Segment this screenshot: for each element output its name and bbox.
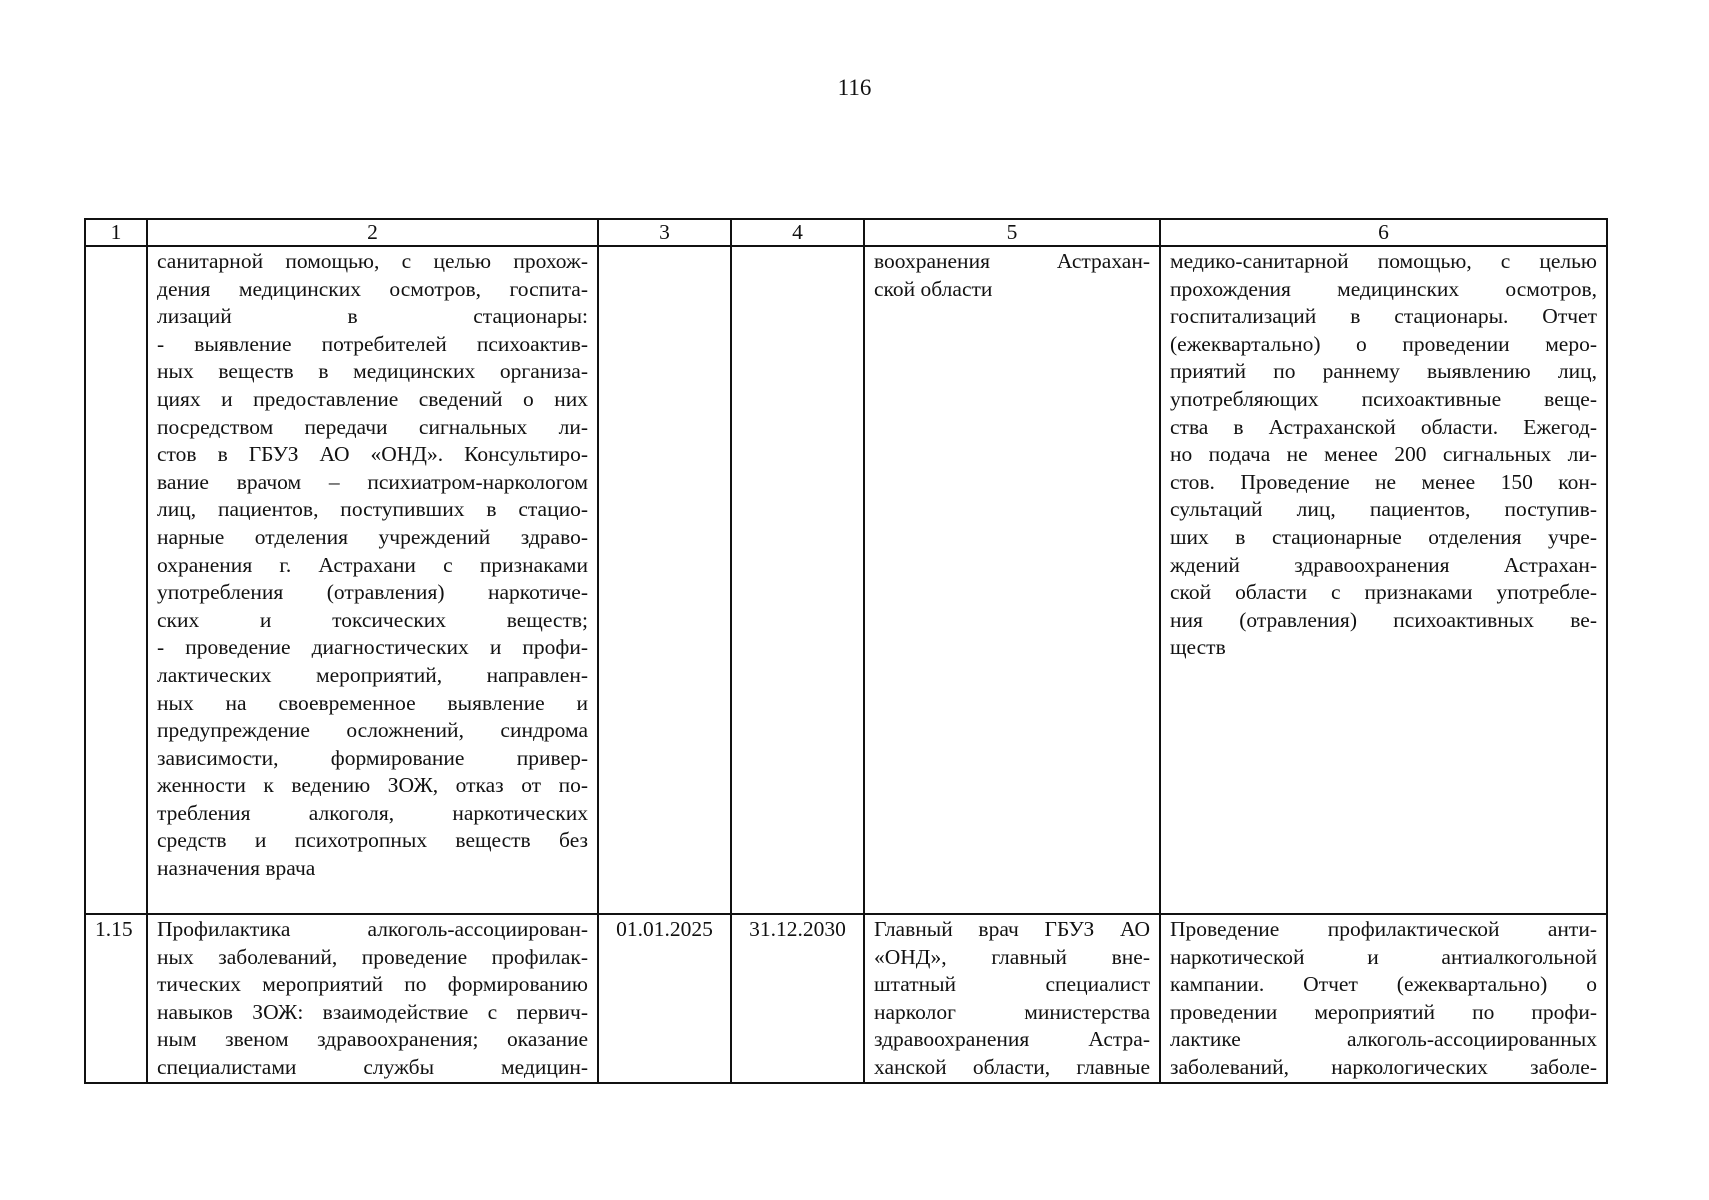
text-line: приятий по раннему выявлению лиц, bbox=[1170, 359, 1597, 384]
end-date-cell: 31.12.2030 bbox=[731, 914, 864, 1083]
start-date-cell: 01.01.2025 bbox=[598, 914, 731, 1083]
responsible-text bbox=[874, 916, 1150, 1082]
header-cell-4: 4 bbox=[731, 219, 864, 246]
text-line: лизаций в стационары: bbox=[157, 304, 588, 329]
row-number-cell: 1.15 bbox=[85, 914, 147, 1083]
table-row bbox=[85, 914, 1607, 1083]
result-text bbox=[1170, 248, 1597, 662]
text-line: предупреждение осложнений, синдрома bbox=[157, 718, 588, 743]
header-cell-1: 1 bbox=[85, 219, 147, 246]
text-line: госпитализаций в стационары. Отчет bbox=[1170, 304, 1597, 329]
measure-description-text bbox=[157, 916, 588, 1082]
text-line: воохранения Астрахан- bbox=[874, 249, 1150, 273]
text-line: употребления (отравления) наркотиче- bbox=[157, 580, 588, 605]
text-line: Профилактика алкоголь-ассоциирован- bbox=[157, 917, 588, 941]
text-line: ской области с признаками употребле- bbox=[1170, 580, 1597, 605]
text-line: лактических мероприятий, направлен- bbox=[157, 662, 588, 687]
header-row bbox=[85, 219, 1607, 246]
text-line: ства в Астраханской области. Ежегод- bbox=[1170, 414, 1597, 439]
row-number-cell bbox=[85, 246, 147, 914]
text-line: лактике алкоголь-ассоциированных bbox=[1170, 1027, 1597, 1052]
text-line: заболеваний, наркологических заболе- bbox=[1170, 1054, 1597, 1079]
text-line: посредством передачи сигнальных ли- bbox=[157, 414, 588, 439]
text-line: ских и токсических веществ; bbox=[157, 607, 588, 632]
text-line: навыков ЗОЖ: взаимодействие с первич- bbox=[157, 999, 588, 1024]
text-line: наркотической и антиалкогольной bbox=[1170, 944, 1597, 969]
text-line: (ежеквартально) о проведении меро- bbox=[1170, 331, 1597, 356]
text-line: циях и предоставление сведений о них bbox=[157, 386, 588, 411]
text-line: вание врачом – психиатром-наркологом bbox=[157, 469, 588, 494]
text-line: - выявление потребителей психоактив- bbox=[157, 331, 588, 356]
text-line: нарколог министерства bbox=[874, 999, 1150, 1024]
text-line: ным звеном здравоохранения; оказание bbox=[157, 1027, 588, 1052]
text-line: ждений здравоохранения Астрахан- bbox=[1170, 552, 1597, 577]
text-line: кампании. Отчет (ежеквартально) о bbox=[1170, 972, 1597, 997]
measures-table bbox=[84, 218, 1608, 1084]
text-line: «ОНД», главный вне- bbox=[874, 944, 1150, 969]
text-line: прохождения медицинских осмотров, bbox=[1170, 276, 1597, 301]
text-line: ших в стационарные отделения учре- bbox=[1170, 524, 1597, 549]
text-line: ния (отравления) психоактивных ве- bbox=[1170, 607, 1597, 632]
header-cell-5: 5 bbox=[864, 219, 1160, 246]
text-line: женности к ведению ЗОЖ, отказ от по- bbox=[157, 773, 588, 798]
measure-description-cell bbox=[147, 914, 598, 1083]
header-cell-6: 6 bbox=[1160, 219, 1607, 246]
end-date-cell bbox=[731, 246, 864, 914]
text-line: здравоохранения Астра- bbox=[874, 1027, 1150, 1052]
result-cell bbox=[1160, 914, 1607, 1083]
text-line: - проведение диагностических и профи- bbox=[157, 635, 588, 660]
text-line: средств и психотропных веществ без bbox=[157, 828, 588, 853]
page-number: 116 bbox=[837, 75, 872, 100]
text-line: проведении мероприятий по профи- bbox=[1170, 999, 1597, 1024]
text-line: ществ bbox=[1170, 635, 1226, 660]
result-text bbox=[1170, 916, 1597, 1082]
header-cell-3: 3 bbox=[598, 219, 731, 246]
text-line: тических мероприятий по формированию bbox=[157, 972, 588, 997]
responsible-cell bbox=[864, 246, 1160, 914]
text-line: специалистами службы медицин- bbox=[157, 1054, 588, 1079]
text-line: требления алкоголя, наркотических bbox=[157, 800, 588, 825]
measure-description-text bbox=[157, 248, 588, 883]
text-line: ской области bbox=[874, 276, 993, 301]
text-line: ных на своевременное выявление и bbox=[157, 690, 588, 715]
text-line: лиц, пациентов, поступивших в стацио- bbox=[157, 497, 588, 522]
text-line: охранения г. Астрахани с признаками bbox=[157, 552, 588, 577]
header-cell-2: 2 bbox=[147, 219, 598, 246]
text-line: стов в ГБУЗ АО «ОНД». Консультиро- bbox=[157, 442, 588, 467]
text-line: ханской области, главные bbox=[874, 1054, 1150, 1079]
text-line: назначения врача bbox=[157, 856, 316, 881]
measure-description-cell bbox=[147, 246, 598, 914]
text-line: употребляющих психоактивные веще- bbox=[1170, 386, 1597, 411]
result-cell bbox=[1160, 246, 1607, 914]
text-line: медико-санитарной помощью, с целью bbox=[1170, 249, 1597, 273]
text-line: санитарной помощью, с целью прохож- bbox=[157, 249, 588, 273]
text-line: но подача не менее 200 сигнальных ли- bbox=[1170, 442, 1597, 467]
text-line: зависимости, формирование привер- bbox=[157, 745, 588, 770]
table-row bbox=[85, 246, 1607, 914]
responsible-text bbox=[874, 248, 1150, 303]
text-line: дения медицинских осмотров, госпита- bbox=[157, 276, 588, 301]
start-date-cell bbox=[598, 246, 731, 914]
responsible-cell bbox=[864, 914, 1160, 1083]
text-line: стов. Проведение не менее 150 кон- bbox=[1170, 469, 1597, 494]
text-line: ных заболеваний, проведение профилак- bbox=[157, 944, 588, 969]
text-line: штатный специалист bbox=[874, 972, 1150, 997]
text-line: Проведение профилактической анти- bbox=[1170, 917, 1597, 941]
text-line: сультаций лиц, пациентов, поступив- bbox=[1170, 497, 1597, 522]
text-line: Главный врач ГБУЗ АО bbox=[874, 917, 1150, 941]
text-line: нарные отделения учреждений здраво- bbox=[157, 524, 588, 549]
text-line: ных веществ в медицинских организа- bbox=[157, 359, 588, 384]
